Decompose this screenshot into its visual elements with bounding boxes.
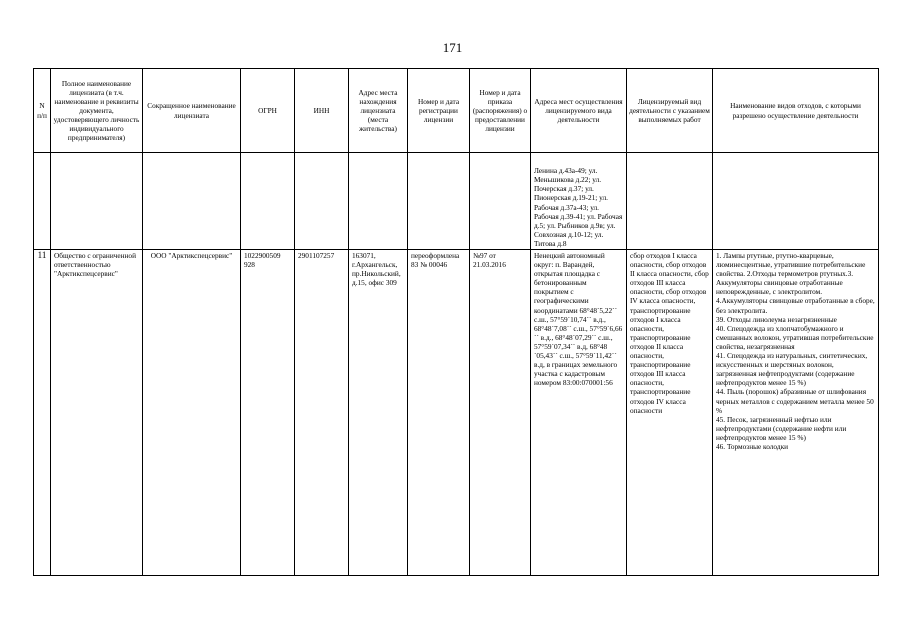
cell-empty bbox=[34, 153, 51, 250]
cell-empty bbox=[295, 153, 349, 250]
cell-works: сбор отходов I класса опасности, сбор отходов II класса опасности, сбор отходов III класса опасности, сбор отходов IV класса опасности, транспортирование отходов I класса опасности, транспортирование отходов II класса опасности, транспортирование отходов III класса опасности, транспортирование отходов IV класса опасности bbox=[627, 250, 713, 576]
cell-full-name: Общество с ограниченной ответственностью "Арктикспецсервис" bbox=[51, 250, 143, 576]
header-address: Адрес места нахождения лицензиата (места жительства) bbox=[349, 69, 408, 153]
cell-empty bbox=[143, 153, 241, 250]
table-row-continuation bbox=[34, 153, 879, 250]
table-row bbox=[34, 250, 879, 576]
cell-empty bbox=[713, 153, 879, 250]
header-waste: Наименование видов отходов, с которыми разрешено осуществление деятельности bbox=[713, 69, 879, 153]
cell-empty bbox=[51, 153, 143, 250]
header-license-no: Номер и дата регистрации лицензии bbox=[408, 69, 470, 153]
table-header-row bbox=[34, 69, 879, 153]
cell-empty bbox=[408, 153, 470, 250]
cell-license-no: переоформлена 83 № 00046 bbox=[408, 250, 470, 576]
header-works: Лицензируемый вид деятельности с указанием выполняемых работ bbox=[627, 69, 713, 153]
cell-order-no: №97 от 21.03.2016 bbox=[470, 250, 531, 576]
header-activity-address: Адреса мест осуществления лицензируемого вида деятельности bbox=[531, 69, 627, 153]
cell-num: 11 bbox=[34, 250, 51, 576]
cell-short-name: ООО "Арктикспецсервис" bbox=[143, 250, 241, 576]
cell-ogrn: 1022900509 928 bbox=[241, 250, 295, 576]
header-num: N п/п bbox=[34, 69, 51, 153]
license-registry-table bbox=[33, 68, 879, 576]
cell-activity-address-continued: Ленина д.43а-49; ул. Меньшикова д.22; ул. Почерская д.37; ул. Пионерская д.19-21; ул. Рабочая д.37а-43; ул. Рабочая д.39-41; ул. Рабочая д.5; ул. Рыбников д.9в; ул. Совхозная д.10-12; ул. Титова д.8 bbox=[531, 153, 627, 250]
cell-empty bbox=[349, 153, 408, 250]
cell-address: 163071, г.Архангельск, пр.Никольский, д.15, офис 309 bbox=[349, 250, 408, 576]
cell-empty bbox=[241, 153, 295, 250]
cell-inn: 2901107257 bbox=[295, 250, 349, 576]
cell-activity-address: Ненецкий автономный округ: п. Варандей, открытая площадка с бетонированным покрытием с географическими координатами 68°48´5,22´´ с.ш., 57°59´10,74´´ в.д., 68°48´7,08´´ с.ш., 57°59´6,66´´ в.д., 68°48´07,29´´ с.ш., 57°59´07,34´´ в.д, 68°48´05,43´´ с.ш., 57°59´11,42´´ в.д, в границах земельного участка с кадастровым номером 83:00:070001:56 bbox=[531, 250, 627, 576]
cell-empty bbox=[627, 153, 713, 250]
header-ogrn: ОГРН bbox=[241, 69, 295, 153]
header-inn: ИНН bbox=[295, 69, 349, 153]
header-order-no: Номер и дата приказа (распоряжения) о предоставлении лицензии bbox=[470, 69, 531, 153]
page-number: 171 bbox=[442, 40, 463, 55]
cell-waste-types: 1. Лампы ртутные, ртутно-кварцевые, люминесцентные, утратившие потребительские свойства. 2.Отходы термометров ртутных.3. Аккумуляторы свинцовые отработанные неповрежденные, с электролитом. 4.Аккумуляторы свинцовые отработанные в сборе, без электролита. 39. Отходы линолеума незагрязненные 40. Спецодежда из хлопчатобумажного и смешанных волокон, утратившая потребительские свойства, незагрязненная 41. Спецодежда из натуральных, синтетических, искусственных и шерстяных волокон, загрязненная нефтепродуктами (содержание нефтепродуктов менее 15 %) 44. Пыль (порошок) абразивные от шлифования черных металлов с содержанием металла менее 50 % 45. Песок, загрязненный нефтью или нефтепродуктами (содержание нефти или нефтепродуктов менее 15 %) 46. Тормозные колодки bbox=[713, 250, 879, 576]
header-full-name: Полное наименование лицензиата (в т.ч. наименование и реквизиты документа, удостоверяющего личность индивидуального предпринимателя) bbox=[51, 69, 143, 153]
header-short-name: Сокращенное наименование лицензиата bbox=[143, 69, 241, 153]
cell-empty bbox=[470, 153, 531, 250]
